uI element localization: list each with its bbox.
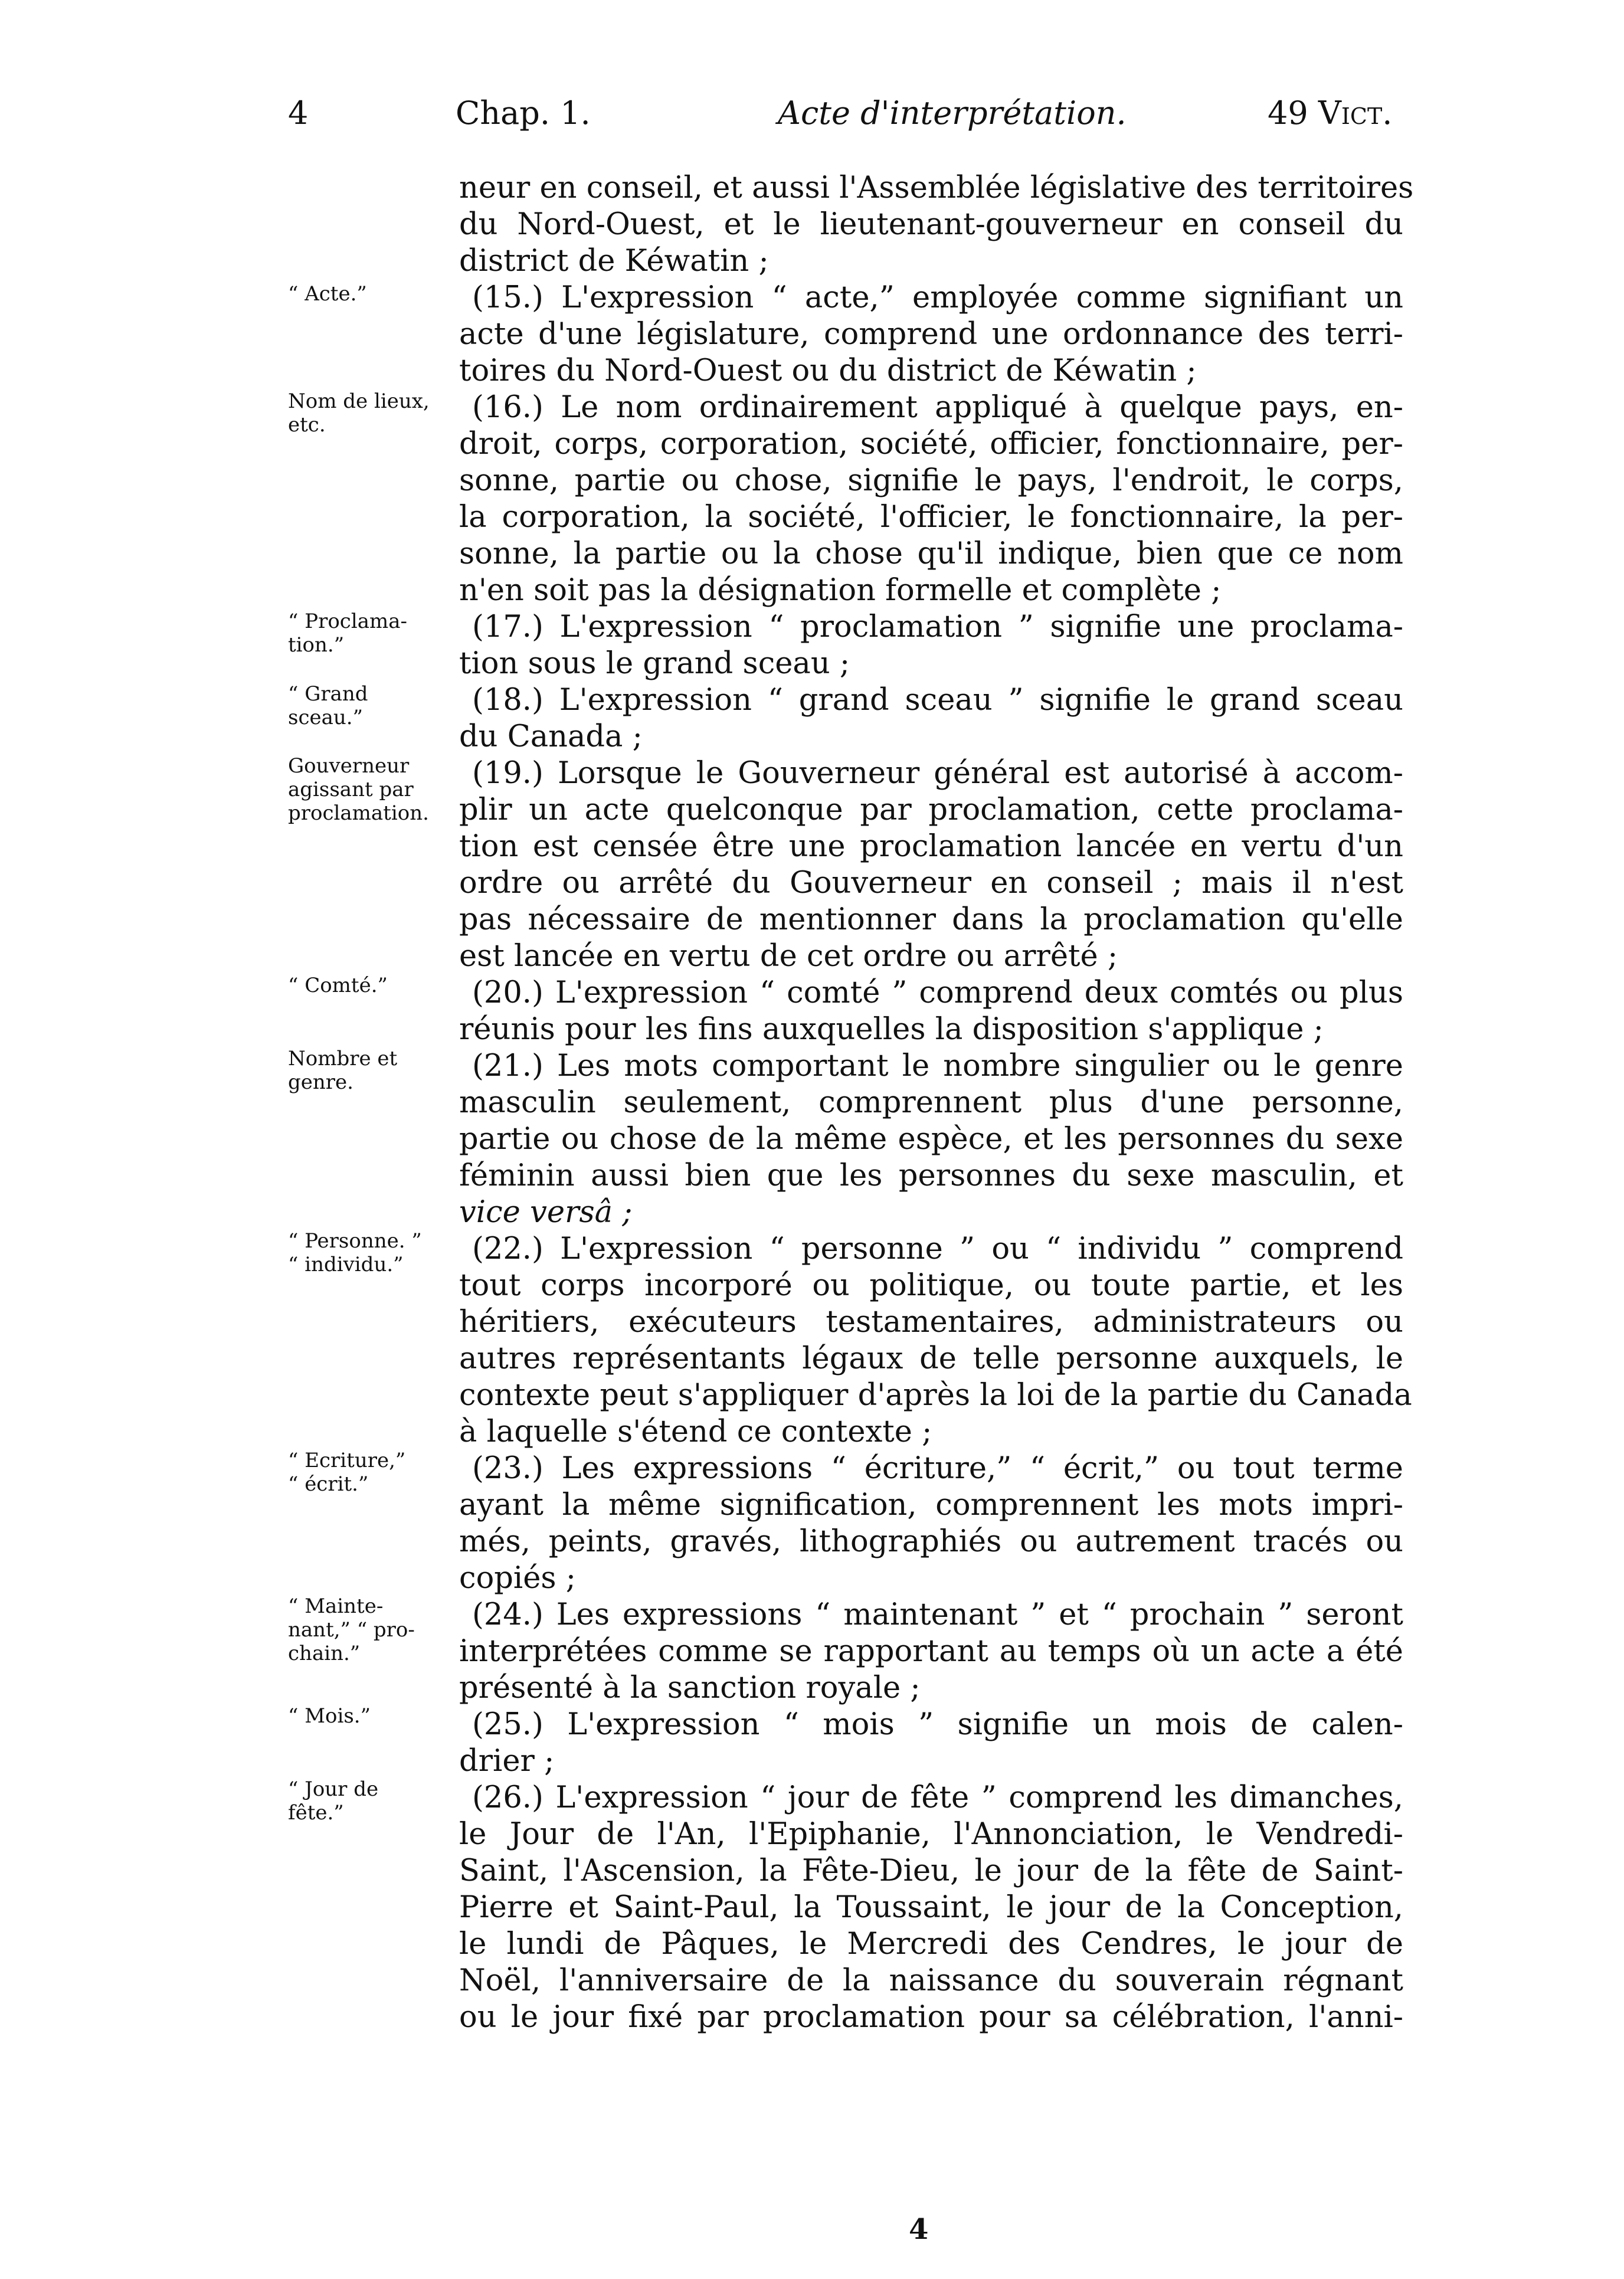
text-line: tion sous le grand sceau ; bbox=[459, 646, 850, 681]
text-line: (24.) Les expressions “ maintenant ” et “ prochain ” seront bbox=[472, 1597, 1403, 1632]
text-line: masculin seulement, comprennent plus d'une personne, bbox=[459, 1085, 1403, 1120]
italic-vice-versa: vice versâ ; bbox=[459, 1195, 633, 1230]
text-line: la corporation, la société, l'officier, le fonctionnaire, la per- bbox=[459, 500, 1403, 535]
margin-note-acte: “ Acte.” bbox=[288, 282, 367, 306]
signature-mark: 4 bbox=[909, 2213, 929, 2246]
text-line: drier ; bbox=[459, 1744, 555, 1779]
text-line: (18.) L'expression “ grand sceau ” signifie le grand sceau bbox=[472, 683, 1403, 718]
text-line: ou le jour fixé par proclamation pour sa célébration, l'anni- bbox=[459, 2000, 1403, 2035]
text-line: sonne, partie ou chose, signifie le pays, l'endroit, le corps, bbox=[459, 463, 1403, 498]
text-line: copiés ; bbox=[459, 1561, 576, 1596]
text-line: (20.) L'expression “ comté ” comprend deux comtés ou plus bbox=[472, 975, 1403, 1010]
margin-note-mois: “ Mois.” bbox=[288, 1704, 371, 1728]
margin-note-ecriture: “ Ecriture,” “ écrit.” bbox=[288, 1449, 406, 1496]
text-line: féminin aussi bien que les personnes du sexe masculin, et bbox=[459, 1158, 1403, 1193]
margin-note-grand-sceau: “ Grand sceau.” bbox=[288, 682, 368, 729]
text-line: (26.) L'expression “ jour de fête ” comprend les dimanches, bbox=[472, 1780, 1403, 1815]
text-line: Saint, l'Ascension, la Fête-Dieu, le jour de la fête de Saint- bbox=[459, 1854, 1403, 1888]
text-line: sonne, la partie ou la chose qu'il indique, bien que ce nom bbox=[459, 536, 1403, 571]
text-line: présenté à la sanction royale ; bbox=[459, 1671, 921, 1705]
text-line: autres représentants légaux de telle personne auxquels, le bbox=[459, 1341, 1403, 1376]
margin-note-nom-de-lieux: Nom de lieux, etc. bbox=[288, 389, 430, 437]
margin-note-proclamation: “ Proclama- tion.” bbox=[288, 610, 407, 657]
margin-note-nombre-et-genre: Nombre et genre. bbox=[288, 1047, 398, 1094]
text-line: (25.) L'expression “ mois ” signifie un mois de calen- bbox=[472, 1707, 1403, 1742]
text-line: (21.) Les mots comportant le nombre singulier ou le genre bbox=[472, 1049, 1403, 1083]
text-line: à laquelle s'étend ce contexte ; bbox=[459, 1414, 932, 1449]
text-line: pas nécessaire de mentionner dans la proclamation qu'elle bbox=[459, 902, 1403, 937]
margin-note-personne: “ Personne. ” “ individu.” bbox=[288, 1229, 422, 1276]
text-line: (23.) Les expressions “ écriture,” “ écrit,” ou tout terme bbox=[472, 1451, 1403, 1486]
text-line: Pierre et Saint-Paul, la Toussaint, le jour de la Conception, bbox=[459, 1890, 1403, 1925]
text-line: héritiers, exécuteurs testamentaires, administrateurs ou bbox=[459, 1305, 1403, 1340]
text-line: (16.) Le nom ordinairement appliqué à quelque pays, en- bbox=[472, 390, 1403, 425]
text-line: droit, corps, corporation, société, officier, fonctionnaire, per- bbox=[459, 427, 1403, 461]
text-line: acte d'une législature, comprend une ordonnance des terri- bbox=[459, 317, 1403, 352]
chapter-label: Chap. 1. bbox=[456, 94, 591, 132]
text-line: le Jour de l'An, l'Epiphanie, l'Annonciation, le Vendredi- bbox=[459, 1817, 1403, 1852]
text-line: réunis pour les fins auxquelles la disposition s'applique ; bbox=[459, 1012, 1324, 1047]
regnal-year: 49 Vict. bbox=[1268, 94, 1393, 132]
text-line: plir un acte quelconque par proclamation, cette proclama- bbox=[459, 793, 1403, 827]
text-line: neur en conseil, et aussi l'Assemblée législative des territoires bbox=[459, 171, 1414, 205]
text-line bbox=[459, 1194, 1403, 1231]
margin-note-gouverneur: Gouverneur agissant par proclamation. bbox=[288, 754, 429, 825]
text-line: més, peints, gravés, lithographiés ou autrement tracés ou bbox=[459, 1524, 1403, 1559]
margin-note-jour-de-fete: “ Jour de fête.” bbox=[288, 1777, 379, 1825]
text-line: (22.) L'expression “ personne ” ou “ individu ” comprend bbox=[472, 1232, 1403, 1266]
text-line: interprétées comme se rapportant au temps où un acte a été bbox=[459, 1634, 1403, 1669]
text-line: (17.) L'expression “ proclamation ” signifie une proclama- bbox=[472, 610, 1403, 644]
text-line: du Nord-Ouest, et le lieutenant-gouverneur en conseil du bbox=[459, 207, 1403, 242]
text-line: district de Kéwatin ; bbox=[459, 244, 769, 279]
text-line: (19.) Lorsque le Gouverneur général est autorisé à accom- bbox=[472, 756, 1403, 791]
text-line: toires du Nord-Ouest ou du district de Kéwatin ; bbox=[459, 353, 1197, 388]
text-line: tion est censée être une proclamation lancée en vertu d'un bbox=[459, 829, 1403, 864]
text-line: n'en soit pas la désignation formelle et complète ; bbox=[459, 573, 1222, 608]
text-line: Noël, l'anniversaire de la naissance du souverain régnant bbox=[459, 1963, 1403, 1998]
margin-note-maintenant: “ Mainte- nant,” “ pro- chain.” bbox=[288, 1594, 415, 1665]
text-line: contexte peut s'appliquer d'après la loi de la partie du Canada bbox=[459, 1378, 1412, 1413]
text-line: le lundi de Pâques, le Mercredi des Cendres, le jour de bbox=[459, 1927, 1403, 1962]
text-line: ordre ou arrêté du Gouverneur en conseil ; mais il n'est bbox=[459, 866, 1403, 901]
text-line: ayant la même signification, comprennent les mots impri- bbox=[459, 1488, 1403, 1522]
text-line: partie ou chose de la même espèce, et les personnes du sexe bbox=[459, 1122, 1403, 1157]
margin-note-comte: “ Comté.” bbox=[288, 974, 388, 997]
text-line: (15.) L'expression “ acte,” employée comme signifiant un bbox=[472, 280, 1403, 315]
act-title: Acte d'interprétation. bbox=[778, 94, 1127, 132]
running-header bbox=[0, 94, 1624, 142]
text-line: tout corps incorporé ou politique, ou toute partie, et les bbox=[459, 1268, 1403, 1303]
page-number: 4 bbox=[288, 94, 309, 132]
text-line: est lancée en vertu de cet ordre ou arrêté ; bbox=[459, 939, 1118, 974]
text-line: du Canada ; bbox=[459, 719, 643, 754]
